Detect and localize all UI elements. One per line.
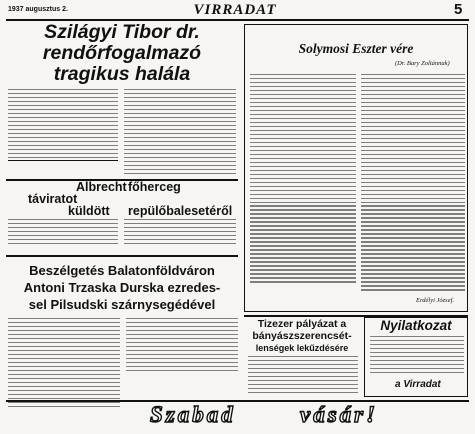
art2-body-col1: [8, 219, 118, 249]
masthead-title: VIRRADAT: [193, 2, 277, 18]
art3-title-line1: Beszélgetés Balatonföldváron: [29, 263, 215, 278]
poem-title: Solymosi Eszter vére: [298, 41, 414, 56]
art3-body-col2: [126, 318, 238, 376]
page-number: 5: [454, 1, 463, 18]
poem-author: (Dr. Bary Zoltánnak): [395, 60, 450, 67]
art1-title-line2: rendőrfogalmazó: [42, 42, 202, 64]
art2-headline-right: [128, 181, 240, 217]
art1-headline: [6, 22, 238, 85]
divider: [6, 255, 238, 257]
notice-title: Nyilatkozat: [380, 318, 452, 333]
art4-headline: [244, 318, 360, 354]
art4-title-line2: bányászszerencsét-: [252, 330, 352, 342]
divider: [8, 160, 118, 161]
art1-title-line3: tragikus halála: [53, 63, 191, 85]
art1-title-line1: Szilágyi Tibor dr.: [44, 21, 200, 43]
art2-body-col2: [124, 219, 236, 249]
masthead-date: 1937 augusztus 2.: [8, 6, 68, 13]
art4-title-line1: Tizezer pályázat a: [257, 318, 347, 330]
art2-title-line5: repülőbalesetéről: [128, 204, 233, 218]
art2-title-line1: Albrecht: [76, 180, 127, 194]
art3-title-line2: Antoni Trzaska Durska ezredes-: [23, 280, 221, 295]
poem-signature: Erdélyi József.: [416, 297, 455, 304]
art1-body-col1: [8, 89, 118, 158]
art4-body: [248, 356, 358, 396]
notice-body: [370, 336, 464, 376]
art1-body-col2: [124, 89, 236, 176]
art3-headline: [6, 262, 238, 313]
poem-body-col2: [361, 74, 465, 296]
art2-title-line2: táviratot: [28, 192, 78, 206]
art2-title-line4: főherceg: [128, 180, 181, 194]
art3-body-col1: [8, 318, 120, 410]
art2-headline-left: [28, 181, 128, 217]
ad-text-right: vásár!: [300, 402, 379, 427]
ad-text-left: Szabad: [150, 402, 236, 427]
notice-footer: a Virradat: [395, 379, 441, 390]
art2-title-line3: küldött: [68, 204, 110, 218]
divider: [6, 400, 469, 402]
art3-title-line3: sel Pilsudski szárnysegédével: [28, 297, 216, 312]
poem-body-col1: [250, 74, 356, 286]
art4-title-line3: lenségek lekűzdésére: [255, 343, 349, 353]
